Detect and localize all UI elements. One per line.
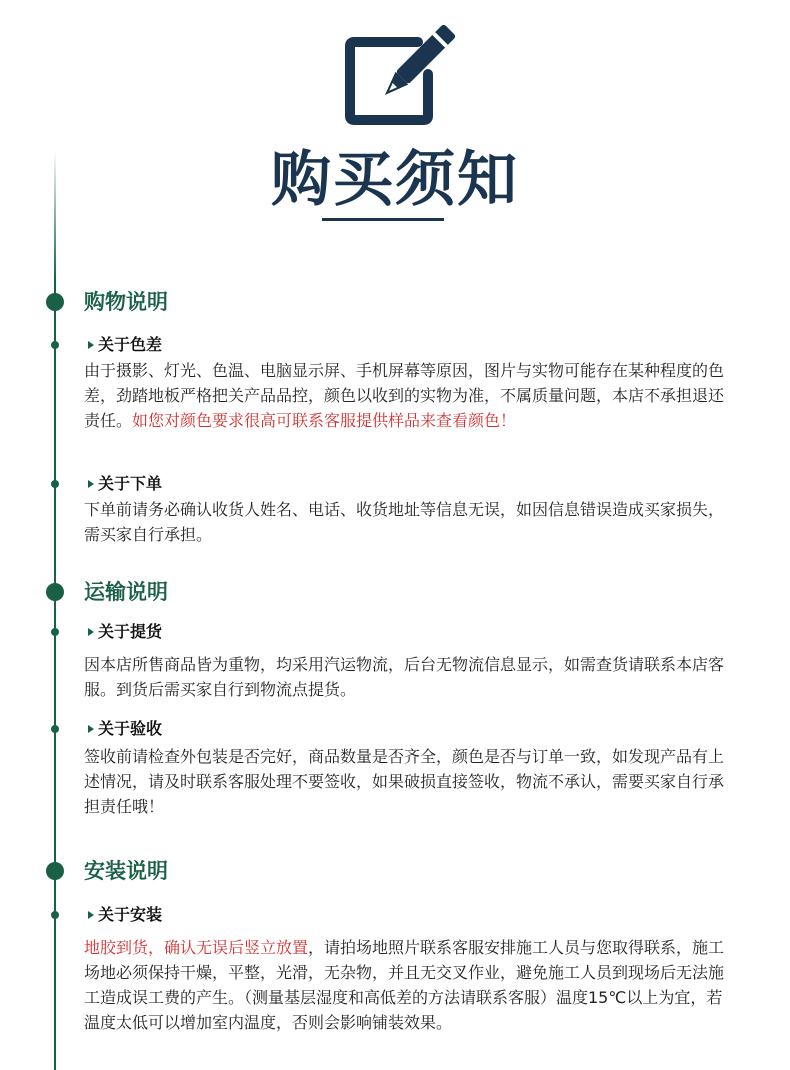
timeline-line — [54, 150, 56, 1070]
item-text: 签收前请检查外包装是否完好，商品数量是否齐全，颜色是否与订单一致，如发现产品有上述情况，请及时联系客服处理不要签收，如果破损直接签收，物流不承认，需要买家自行承担责任哦！ — [84, 747, 725, 816]
item-text-inspection — [84, 744, 734, 819]
edit-pen-icon — [340, 18, 470, 128]
triangle-bullet-icon — [88, 341, 94, 349]
item-text-ordering — [84, 497, 734, 547]
section-dot — [46, 862, 64, 880]
item-text: ，请拍场地照片联系客服安排施工人员与您取得联系，施工场地必须保持干燥，平整，光滑，无杂物，并且无交叉作业，避免施工人员到现场后无法施工造成误工费的产生。（测量基层湿度和高低差的方法请联系客服）温度15℃以上为宜，若温度太低可以增加室内温度，否则会影响铺装效果。 — [84, 938, 725, 1032]
item-heading-pickup — [88, 621, 162, 643]
title-underline — [322, 218, 444, 221]
item-highlight-text: 如您对颜色要求很高可联系客服提供样品来查看颜色！ — [132, 411, 517, 430]
section-dot — [46, 293, 64, 311]
item-dot — [51, 628, 59, 636]
item-heading-color-difference — [88, 334, 162, 356]
item-heading-label: 关于安装 — [98, 905, 163, 924]
triangle-bullet-icon — [88, 628, 94, 636]
item-heading-label: 关于色差 — [98, 335, 163, 354]
item-dot — [51, 725, 59, 733]
item-dot — [51, 480, 59, 488]
item-heading-label: 关于下单 — [98, 474, 163, 493]
item-text-installation — [84, 935, 734, 1035]
section-title-shipping: 运输说明 — [84, 580, 168, 604]
section-title-installation: 安装说明 — [84, 859, 168, 883]
triangle-bullet-icon — [88, 480, 94, 488]
item-dot — [51, 911, 59, 919]
item-text-pickup — [84, 652, 734, 702]
triangle-bullet-icon — [88, 911, 94, 919]
item-highlight-text: 地胶到货，确认无误后竖立放置 — [84, 938, 309, 957]
item-text-color-difference — [84, 358, 734, 433]
item-heading-label: 关于验收 — [98, 719, 163, 738]
item-dot — [51, 341, 59, 349]
item-text: 由于摄影、灯光、色温、电脑显示屏、手机屏幕等原因，图片与实物可能存在某种程度的色差，劲踏地板严格把关产品品控，颜色以收到的实物为准，不属质量问题，本店不承担退还责任。 — [84, 361, 725, 430]
triangle-bullet-icon — [88, 725, 94, 733]
section-dot — [46, 583, 64, 601]
page-title: 购买须知 — [271, 145, 519, 215]
item-text: 下单前请务必确认收货人姓名、电话、收货地址等信息无误，如因信息错误造成买家损失，需买家自行承担。 — [84, 500, 725, 544]
item-heading-inspection — [88, 718, 162, 740]
item-text: 因本店所售商品皆为重物，均采用汽运物流，后台无物流信息显示，如需查货请联系本店客服。到货后需买家自行到物流点提货。 — [84, 655, 725, 699]
section-title-shopping: 购物说明 — [84, 290, 168, 314]
item-heading-ordering — [88, 473, 162, 495]
item-heading-label: 关于提货 — [98, 622, 163, 641]
item-heading-installation — [88, 904, 162, 926]
